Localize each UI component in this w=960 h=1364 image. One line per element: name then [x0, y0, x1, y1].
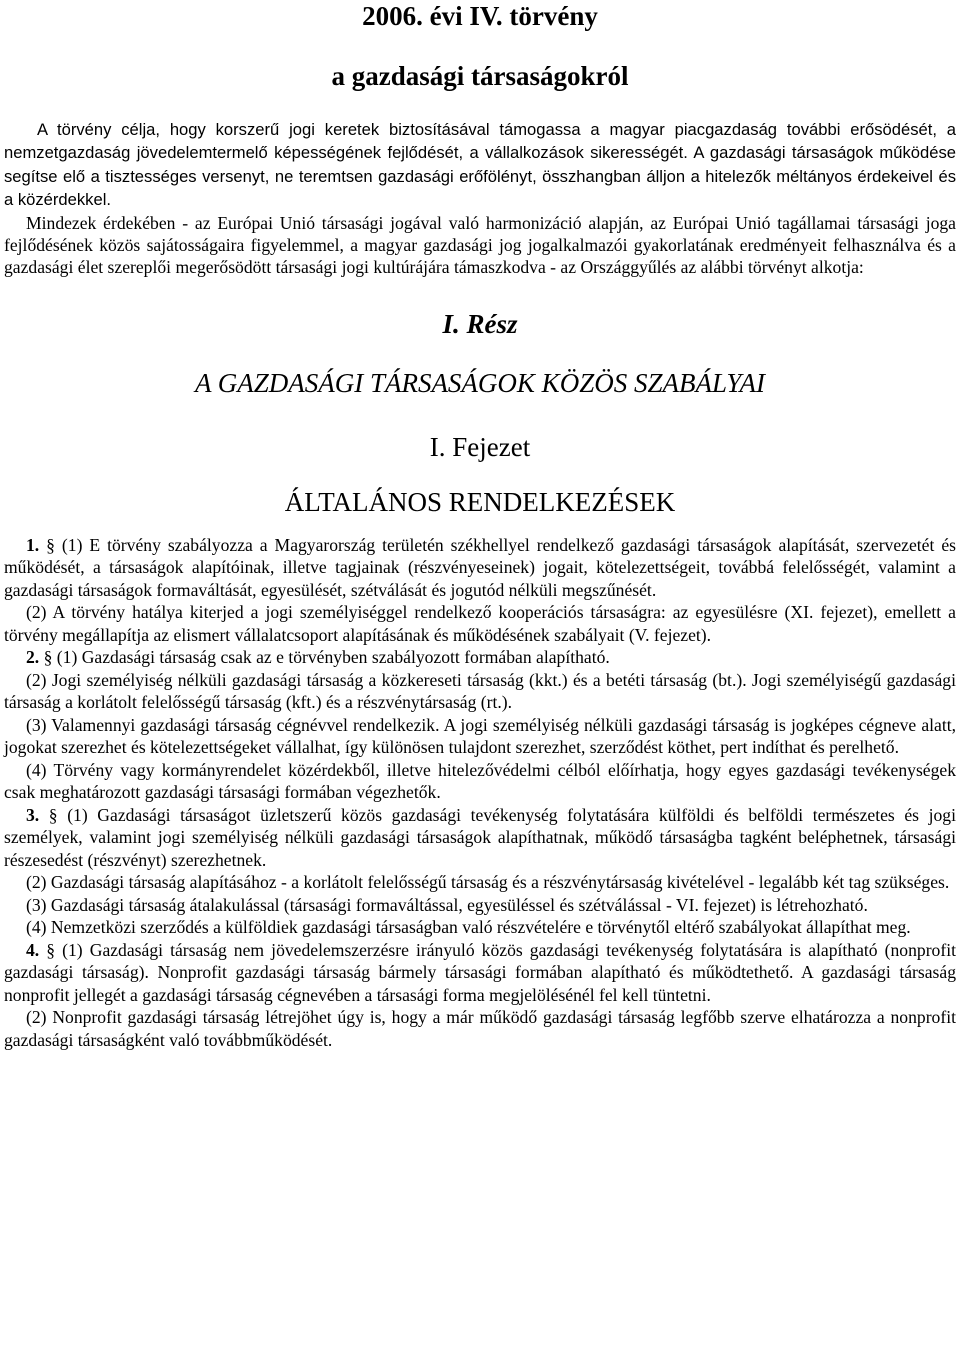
provision-paragraph	[4, 714, 956, 759]
provision-text: (2) Jogi személyiség nélküli gazdasági társaság a közkereseti társaság (kkt.) és a betéti társaság (bt.). Jogi személyiségű gazdasági társaság a korlátolt felelősségű társaság (kft.) és a részvénytársaság (rt.).	[4, 669, 956, 713]
provision-text: § (1) E törvény szabályozza a Magyarország területén székhellyel rendelkező gazdasági társaságok alapítását, szervezetét és működését, a társaságok alapítóinak, illetve tagjainak (részvényeseinek) jogait, kötelezettségeit, továbbá felelősségét, valamint a gazdasági társaságok formaváltását, egyesülését, szétválását és jogutód nélküli megszűnését.	[4, 534, 956, 600]
provision-paragraph	[4, 804, 956, 872]
provision-paragraph	[4, 534, 956, 602]
provision-text: § (1) Gazdasági társaság nem jövedelemszerzésre irányuló közös gazdasági tevékenység folytatására is alapítható (nonprofit gazdasági társaság). Nonprofit gazdasági társaság bármely társasági formában alapítható és működtethető. A gazdasági társaság nonprofit jellegét a gazdasági társaság cégnevében a társasági forma megjelölésénél fel kell tüntetni.	[4, 939, 956, 1005]
provision-text: (2) A törvény hatálya kiterjed a jogi személyiséggel rendelkező kooperációs társaságra: az egyesülésre (XI. fejezet), emellett a törvény megállapítja az elismert vállalatcsoport alapításának és működésének szabályait (V. fejezet).	[4, 602, 956, 645]
provision-paragraph	[4, 1006, 956, 1051]
section-number: 1.	[26, 534, 40, 555]
provision-paragraph	[4, 669, 956, 714]
preamble-part1: A törvény célja, hogy korszerű jogi keretek biztosításával támogassa a magyar piacgazdaság további erősödését, a nemzetgazdaság jövedelemtermelő képességének fejlődését, a vállalkozások sikerességét. A gazdasági társaságok működése segítse elő a tisztességes versenyt, ne teremtsen gazdasági erőfölényt, összhangban álljon a hitelezők méltányos érdekeivel és a közérdekkel.	[4, 120, 956, 210]
provision-text: (4) Törvény vagy kormányrendelet közérdekből, illetve hitelezővédelmi célból előírhatja, hogy egyes gazdasági tevékenységek csak meghatározott gazdasági társasági formában végezhetők.	[4, 759, 956, 803]
provision-text: (2) Gazdasági társaság alapításához - a korlátolt felelősségű társaság és a részvénytársaság kivételével - legalább két tag szükséges.	[26, 872, 950, 893]
provision-paragraph	[4, 894, 956, 917]
provision-text: (4) Nemzetközi szerződés a külföldiek gazdasági társaságban való részvételére e törvénytől eltérő szabályokat állapíthat meg.	[26, 917, 911, 938]
part-title: A GAZDASÁGI TÁRSASÁGOK KÖZÖS SZABÁLYAI	[194, 367, 766, 398]
provision-paragraph	[4, 916, 956, 939]
provision-paragraph	[4, 871, 956, 894]
provision-text: (3) Gazdasági társaság átalakulással (társasági formaváltással, egyesüléssel és szétválással - VI. fejezet) is létrehozható.	[26, 894, 868, 915]
chapter-heading: I. Fejezet	[429, 431, 531, 462]
document-title: 2006. évi IV. törvény	[362, 1, 598, 31]
provision-paragraph	[4, 646, 956, 669]
part-heading: I. Rész	[442, 308, 518, 339]
provisions-body	[4, 534, 956, 1052]
provision-text: § (1) Gazdasági társaságot üzletszerű közös gazdasági tevékenység folytatására külföldi és belföldi természetes és jogi személyek, valamint jogi személyiség nélküli gazdasági társaságok alapíthatnak, működő társaságba tagként beléphetnek, társasági részesedést (részvényt) szerezhetnek.	[4, 804, 956, 870]
provision-paragraph	[4, 759, 956, 804]
provision-paragraph	[4, 601, 956, 646]
provision-text: (3) Valamennyi gazdasági társaság cégnévvel rendelkezik. A jogi személyiség nélküli gazdasági társaság is jogképes cégneve alatt, jogokat szerezhet és kötelezettségeket vállalhat, így különösen tulajdont szerezhet, szerződést köthet, pert indíthat és perelhető.	[4, 714, 956, 758]
provision-paragraph	[4, 939, 956, 1007]
section-number: 2.	[26, 647, 40, 668]
section-number: 4.	[26, 939, 40, 960]
provision-text: (2) Nonprofit gazdasági társaság létrejöhet úgy is, hogy a már működő gazdasági társaság legfőbb szerve elhatározza a nonprofit gazdasági társaságként való továbbműködését.	[4, 1007, 956, 1050]
preamble-paragraph	[4, 118, 956, 212]
provision-text: § (1) Gazdasági társaság csak az e törvényben szabályozott formában alapítható.	[39, 647, 610, 668]
preamble-paragraph-2: Mindezek érdekében - az Európai Unió társasági jogával való harmonizáció alapján, az Európai Unió tagállamai társasági joga fejlődésének közös sajátosságaira figyelemmel, a magyar gazdasági jog jogalkalmazói gyakorlatának eredményeit felhasználva és a gazdasági élet szereplői megerősödött társasági jogi kultúrájára támaszkodva - az Országgyűlés az alábbi törvényt alkotja:	[4, 212, 956, 278]
chapter-title: ÁLTALÁNOS RENDELKEZÉSEK	[284, 486, 676, 517]
section-number: 3.	[26, 804, 40, 825]
document-subtitle: a gazdasági társaságokról	[331, 61, 629, 91]
